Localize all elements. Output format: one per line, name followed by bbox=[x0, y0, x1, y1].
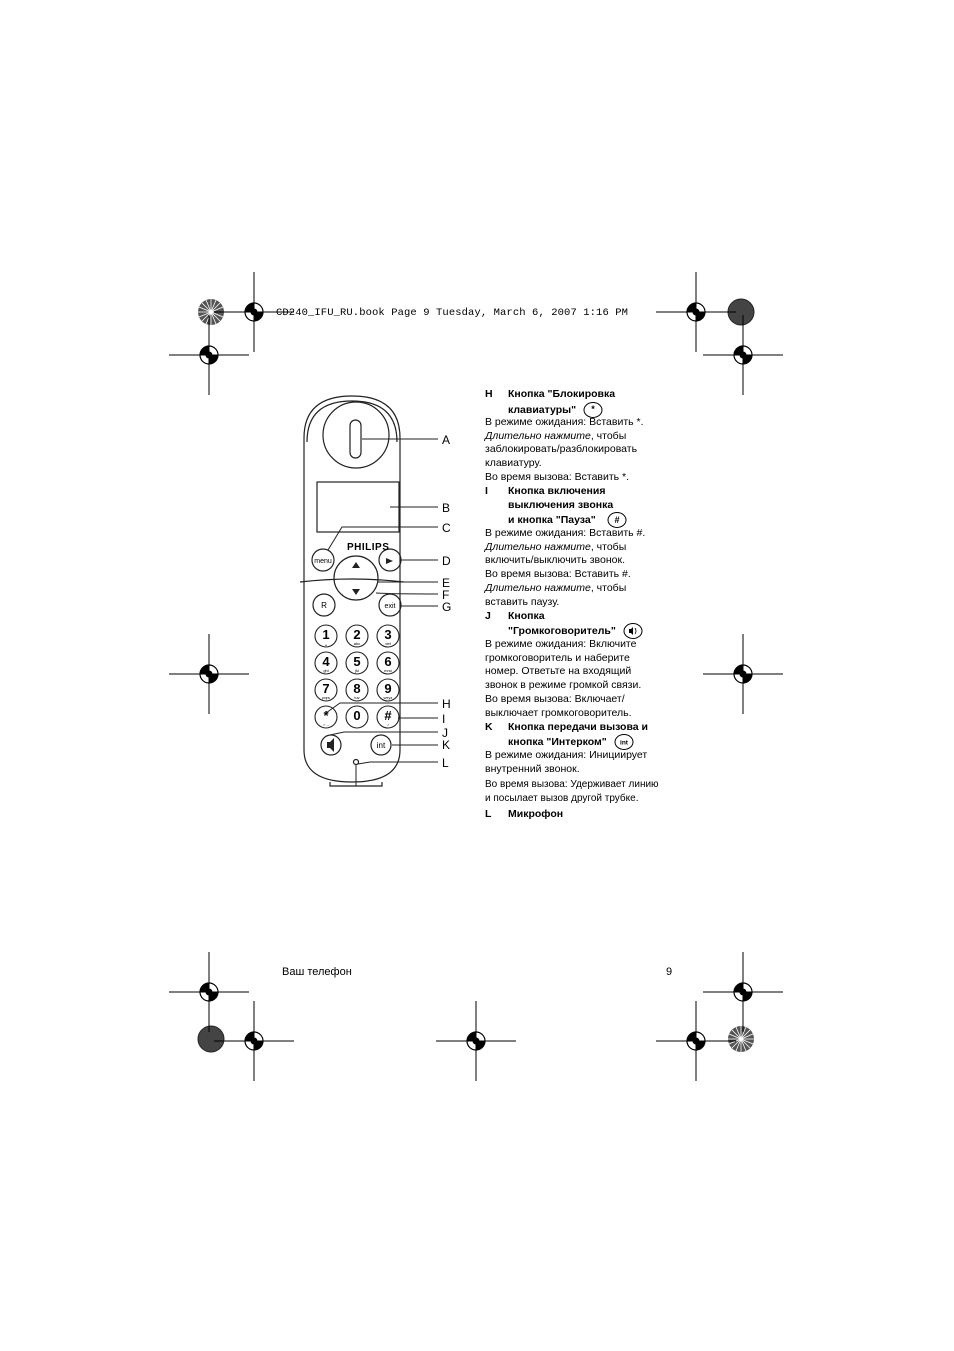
keypad-digit-10: 0 bbox=[353, 708, 361, 723]
svg-text:#: # bbox=[614, 515, 620, 525]
keypad-letters-9: ○→ bbox=[322, 722, 330, 727]
item-i-title-3: и кнопка "Пауза" # bbox=[508, 512, 627, 528]
speaker-key-icon bbox=[623, 623, 643, 639]
keypad-letters-6: pqrs bbox=[322, 695, 330, 700]
page-number: 9 bbox=[666, 966, 673, 978]
keypad-letters-8: wxyz bbox=[383, 695, 393, 700]
keypad-letters-7: tuv bbox=[354, 695, 360, 700]
keypad-digit-6: 7 bbox=[322, 681, 330, 696]
keypad-digit-0: 1 bbox=[322, 627, 330, 642]
keypad-digit-11: # bbox=[384, 708, 392, 723]
callout-a: A bbox=[442, 433, 451, 447]
callout-b: B bbox=[442, 501, 451, 515]
keypad-digit-2: 3 bbox=[384, 627, 392, 642]
keypad-letters-1: abc bbox=[353, 641, 361, 646]
callout-l: L bbox=[442, 756, 449, 770]
keypad-digit-7: 8 bbox=[353, 681, 361, 696]
keypad-digit-8: 9 bbox=[384, 681, 392, 696]
svg-text:*: * bbox=[591, 404, 595, 414]
int-key: int bbox=[376, 741, 386, 750]
keypad-letters-3: ghi bbox=[323, 668, 329, 673]
callout-i: I bbox=[442, 712, 446, 726]
item-j-title-2: "Громкоговоритель" bbox=[508, 623, 643, 639]
item-i-title-1: I Кнопка включения bbox=[485, 485, 606, 497]
keypad bbox=[315, 625, 399, 728]
item-h-title-2: клавиатуры" * bbox=[508, 402, 603, 418]
keypad-letters-4: jkl bbox=[355, 668, 359, 673]
menu-key: menu bbox=[314, 558, 332, 565]
callout-e: E bbox=[442, 576, 451, 590]
item-j-body: В режиме ожидания: Включите громкоговоритель и наберите номер. Ответьте на входящий звонок в режиме громкой связи. Во время вызова: Включает/ выключает громкоговоритель. bbox=[485, 638, 642, 719]
callout-f: F bbox=[442, 588, 450, 602]
keypad-digit-4: 5 bbox=[353, 654, 361, 669]
brand-logo: PHILIPS bbox=[347, 542, 390, 553]
callout-g: G bbox=[442, 600, 452, 614]
keypad-letters-0: ␣ bbox=[324, 641, 328, 646]
item-l-title-1: L Микрофон bbox=[485, 808, 564, 820]
item-k-title-2: кнопка "Интерком" int bbox=[508, 734, 634, 750]
svg-text:int: int bbox=[619, 739, 628, 747]
item-k-body: В режиме ожидания: Инициирует внутренний звонок. Во время вызова: Удерживает линию и посылает вызов другой трубке. bbox=[485, 749, 659, 805]
item-i-body: В режиме ожидания: Вставить #. Длительно нажмите, чтобы включить/выключить звонок. Во время вызова: Вставить #. Длительно нажмите, чтобы вставить паузу. bbox=[485, 527, 646, 608]
hash-key-icon bbox=[607, 512, 627, 528]
keypad-digit-1: 2 bbox=[353, 627, 361, 642]
keypad-letters-11: ♪ bbox=[387, 722, 389, 727]
header-line: CD240_IFU_RU.book Page 9 Tuesday, March 6, 2007 1:16 PM bbox=[276, 307, 629, 319]
item-i-title-2: выключения звонка bbox=[508, 499, 614, 511]
item-h-body: В режиме ожидания: Вставить *. Длительно нажмите, чтобы заблокировать/разблокировать клавиатуру. Во время вызова: Вставить *. bbox=[485, 416, 644, 483]
footer-section-title: Ваш телефон bbox=[282, 966, 352, 978]
callout-d: D bbox=[442, 554, 451, 568]
int-key-icon bbox=[614, 734, 634, 750]
callout-h: H bbox=[442, 697, 451, 711]
keypad-digit-5: 6 bbox=[384, 654, 392, 669]
callout-j: J bbox=[442, 726, 448, 740]
keypad-digit-3: 4 bbox=[322, 654, 330, 669]
callout-k: K bbox=[442, 738, 451, 752]
item-h-title-1: H Кнопка "Блокировка bbox=[485, 388, 616, 400]
exit-key: exit bbox=[384, 603, 396, 610]
keypad-letters-5: mno bbox=[384, 668, 392, 673]
item-k-title-1: K Кнопка передачи вызова и bbox=[485, 721, 648, 733]
keypad-letters-2: def bbox=[385, 641, 391, 646]
r-key: R bbox=[321, 601, 327, 610]
item-j-title-1: J Кнопка bbox=[485, 610, 545, 622]
keypad-digit-9: * bbox=[323, 708, 329, 723]
callout-c: C bbox=[442, 521, 451, 535]
